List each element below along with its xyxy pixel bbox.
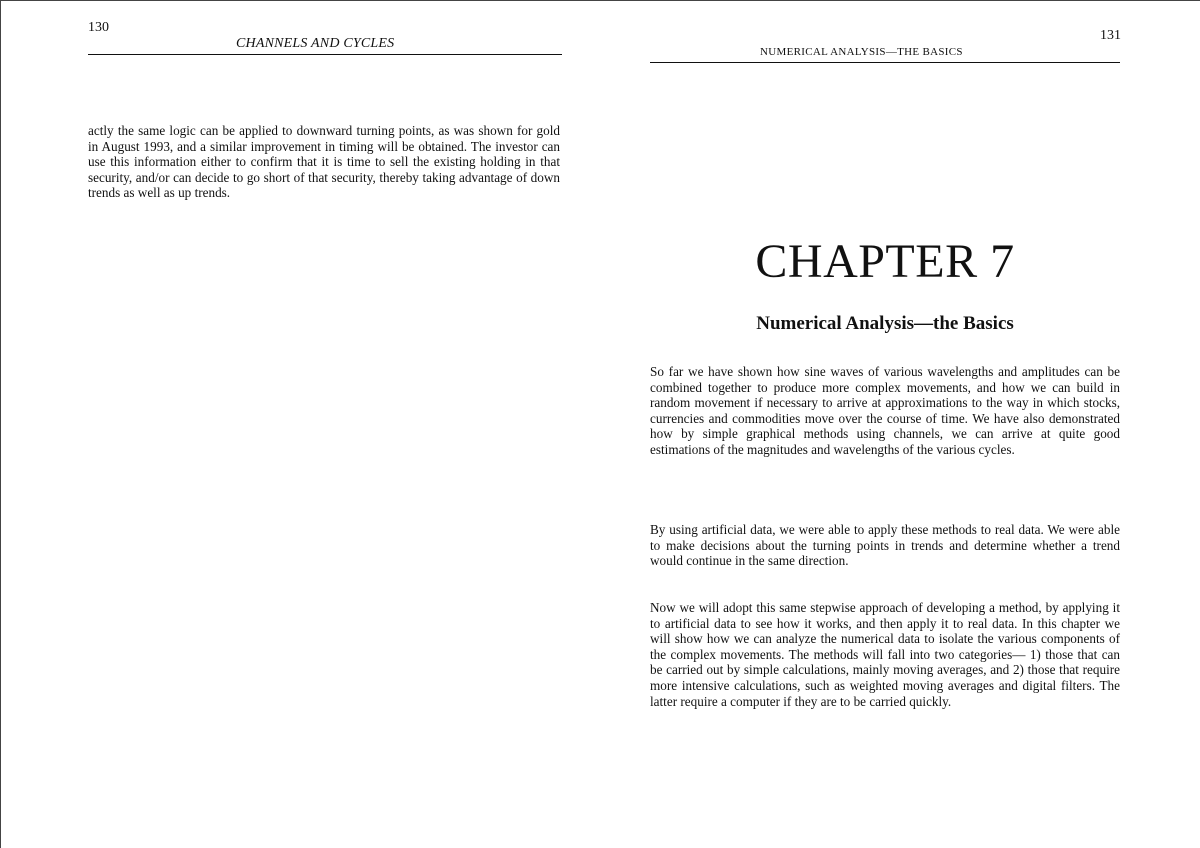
page-number: 130 xyxy=(88,20,109,35)
page-number: 131 xyxy=(1100,28,1121,43)
chapter-title: CHAPTER 7 xyxy=(755,235,1015,288)
body-paragraph: By using artificial data, we were able to apply these methods to real data. We were able to make decisions about the turning points in trends and determine whether a trend would continue in the same direction. xyxy=(650,522,1120,569)
right-page xyxy=(600,0,1200,848)
body-paragraph: Now we will adopt this same stepwise approach of developing a method, by applying it to artificial data to see how it works, and then apply it to real data. In this chapter we will show how we can analyze the numerical data to isolate the various components of the complex movements. The methods will fall into two categories— 1) those that can be carried out by simple calculations, mainly moving averages, and 2) those that require more intensive calculations, such as weighted moving averages and digital filters. The latter require a computer if they are to be carried quickly. xyxy=(650,600,1120,709)
header-rule xyxy=(88,54,562,55)
body-paragraph: So far we have shown how sine waves of various wavelengths and amplitudes can be combined together to produce more complex movements, and how we can build in random movement if necessary to arrive at approximations to the way in which stocks, currencies and commodities move over the course of time. We have also demonstrated how by simple graphical methods using channels, we can arrive at quite good estimations of the magnitudes and wavelengths of the various cycles. xyxy=(650,364,1120,457)
header-rule xyxy=(650,62,1120,63)
body-paragraph: actly the same logic can be applied to downward turning points, as was shown for gold in August 1993, and a similar improvement in timing will be obtained. The investor can use this information either to confirm that it is time to sell the existing holding in that security, and/or can decide to go short of that security, thereby taking advantage of down trends as well as up trends. xyxy=(88,123,560,201)
chapter-subtitle: Numerical Analysis—the Basics xyxy=(756,313,1014,334)
running-head: NUMERICAL ANALYSIS—THE BASICS xyxy=(760,46,963,58)
running-head: CHANNELS AND CYCLES xyxy=(236,36,395,51)
